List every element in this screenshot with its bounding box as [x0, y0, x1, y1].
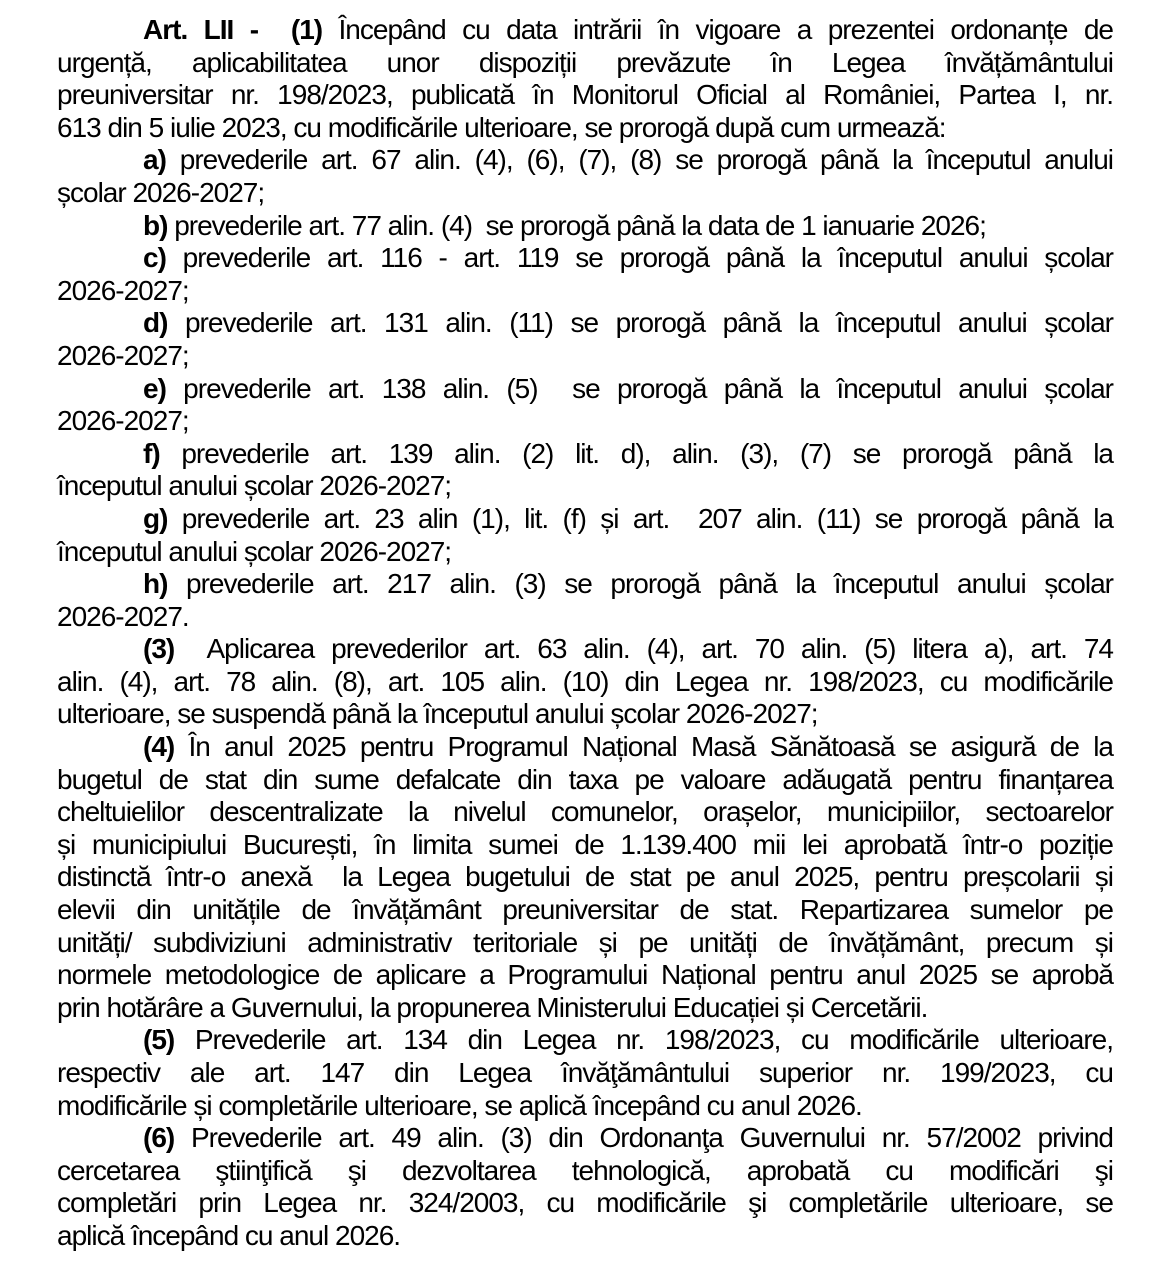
text-line	[57, 307, 1113, 340]
text-line	[57, 633, 1113, 666]
line-content	[57, 536, 451, 567]
line-text: prin hotărâre a Guvernului, la propunerea Ministerului Educației și Cercetării.	[57, 991, 928, 1023]
line-content	[57, 601, 189, 632]
line-content	[57, 307, 1113, 338]
line-content	[57, 764, 1113, 795]
line-content	[57, 796, 1113, 827]
line-text: 2026-2027;	[57, 339, 189, 371]
line-content	[57, 79, 1113, 110]
paragraph-lead: (4)	[143, 731, 175, 763]
text-line	[57, 14, 1113, 47]
line-text: unități/ subdiviziuni administrativ teritoriale și pe unități de învățământ, precum și	[57, 926, 1113, 958]
line-text: completări prin Legea nr. 324/2003, cu modificările şi completările ulterioare, se	[57, 1187, 1113, 1219]
line-content	[57, 829, 1113, 860]
text-line	[57, 470, 1113, 503]
paragraph	[57, 210, 1113, 243]
text-line	[57, 1122, 1113, 1155]
text-line	[57, 731, 1113, 764]
text-line	[57, 242, 1113, 275]
line-content	[57, 894, 1113, 925]
text-line	[57, 47, 1113, 80]
text-line	[57, 438, 1113, 471]
line-content	[57, 210, 986, 241]
line-text: alin. (4), art. 78 alin. (8), art. 105 alin. (10) din Legea nr. 198/2023, cu modificările	[57, 665, 1113, 697]
line-text: și municipiului București, în limita sumei de 1.139.400 mii lei aprobată într-o poziție	[57, 828, 1113, 860]
paragraph-lead: g)	[143, 502, 168, 534]
line-text: elevii din unitățile de învățământ preuniversitar de stat. Repartizarea sumelor pe	[57, 894, 1113, 926]
line-content	[57, 568, 1113, 599]
line-text: urgență, aplicabilitatea unor dispoziții prevăzute în Legea învățământului	[57, 46, 1113, 78]
text-line	[57, 959, 1113, 992]
line-content	[57, 666, 1113, 697]
text-line	[57, 405, 1113, 438]
line-content	[57, 47, 1113, 78]
text-line	[57, 1187, 1113, 1220]
line-content	[57, 927, 1113, 958]
line-content	[57, 14, 1113, 45]
line-content	[57, 633, 1113, 664]
line-text: prevederile art. 67 alin. (4), (6), (7), (8) se prorogă până la începutul anului	[165, 144, 1113, 176]
paragraph	[57, 373, 1113, 438]
line-content	[57, 112, 946, 143]
paragraph-lead: d)	[143, 307, 168, 339]
text-line	[57, 1220, 1113, 1253]
paragraph-lead: (3)	[143, 633, 175, 665]
text-line	[57, 698, 1113, 731]
text-line	[57, 927, 1113, 960]
line-content	[57, 340, 189, 371]
line-content	[57, 438, 1113, 469]
line-content	[57, 1187, 1113, 1218]
line-text: prevederile art. 138 alin. (5) se prorogă până la începutul anului școlar	[165, 372, 1113, 404]
line-text: 2026-2027;	[57, 274, 189, 306]
paragraph	[57, 307, 1113, 372]
line-text: În anul 2025 pentru Programul Național Masă Sănătoasă se asigură de la	[174, 731, 1113, 763]
line-content	[57, 405, 189, 436]
text-line	[57, 79, 1113, 112]
line-text: începutul anului școlar 2026-2027;	[57, 470, 452, 502]
line-content	[57, 470, 451, 501]
line-content	[57, 959, 1113, 990]
text-line	[57, 1024, 1113, 1057]
line-text: modificările și completările ulterioare, se aplică începând cu anul 2026.	[57, 1089, 862, 1121]
paragraph	[57, 633, 1113, 731]
line-content	[57, 503, 1113, 534]
line-text: ulterioare, se suspendă până la începutul anului școlar 2026-2027;	[57, 698, 818, 730]
line-text: prevederile art. 131 alin. (11) se prorogă până la începutul anului școlar	[167, 307, 1113, 339]
line-text: prevederile art. 116 - art. 119 se prorogă până la începutul anului școlar	[165, 242, 1113, 274]
text-line	[57, 340, 1113, 373]
paragraph-lead: (5)	[143, 1024, 175, 1056]
line-text: 2026-2027;	[57, 405, 189, 437]
line-text: Prevederile art. 134 din Legea nr. 198/2023, cu modificările ulterioare,	[174, 1024, 1113, 1056]
text-line	[57, 861, 1113, 894]
line-content	[57, 992, 927, 1023]
paragraph	[57, 144, 1113, 209]
text-line	[57, 601, 1113, 634]
text-line	[57, 275, 1113, 308]
line-content	[57, 1220, 400, 1251]
line-text: aplică începând cu anul 2026.	[57, 1219, 401, 1251]
text-line	[57, 112, 1113, 145]
paragraph	[57, 1122, 1113, 1252]
line-text: respectiv ale art. 147 din Legea învăţământului superior nr. 199/2023, cu	[57, 1057, 1113, 1088]
paragraph-lead: b)	[143, 209, 168, 241]
line-text: cercetarea ştiinţifică şi dezvoltarea tehnologică, aprobată cu modificări şi	[57, 1154, 1113, 1186]
paragraph-lead: c)	[143, 242, 166, 274]
text-line	[57, 1057, 1113, 1090]
text-line	[57, 992, 1113, 1025]
paragraph	[57, 242, 1113, 307]
line-text: Aplicarea prevederilor art. 63 alin. (4), art. 70 alin. (5) litera a), art. 74	[174, 633, 1113, 665]
paragraph-lead: (6)	[143, 1122, 175, 1154]
line-text: începutul anului școlar 2026-2027;	[57, 535, 452, 567]
line-content	[57, 731, 1113, 762]
line-content	[57, 1155, 1113, 1186]
line-text: prevederile art. 77 alin. (4) se prorogă până la data de 1 ianuarie 2026;	[167, 209, 986, 241]
text-line	[57, 144, 1113, 177]
paragraph	[57, 568, 1113, 633]
paragraph-lead: Art. LII - (1)	[143, 14, 323, 45]
text-line	[57, 796, 1113, 829]
line-content	[57, 144, 1113, 175]
text-line	[57, 1155, 1113, 1188]
line-text: 2026-2027.	[57, 600, 189, 632]
line-content	[57, 698, 818, 729]
line-content	[57, 242, 1113, 273]
line-text: Prevederile art. 49 alin. (3) din Ordonanţa Guvernului nr. 57/2002 privind	[174, 1122, 1113, 1154]
line-content	[57, 1057, 1113, 1088]
line-text: prevederile art. 23 alin (1), lit. (f) și art. 207 alin. (11) se prorogă până la	[167, 502, 1113, 534]
paragraph	[57, 503, 1113, 568]
text-line	[57, 764, 1113, 797]
line-content	[57, 1122, 1113, 1153]
line-content	[57, 373, 1113, 404]
legal-text	[57, 14, 1113, 1253]
line-text: Începând cu data intrării în vigoare a prezentei ordonanțe de	[322, 14, 1113, 45]
line-text: distinctă într-o anexă la Legea bugetului de stat pe anul 2025, pentru preșcolarii și	[57, 861, 1113, 893]
text-line	[57, 568, 1113, 601]
line-content	[57, 275, 189, 306]
line-text: normele metodologice de aplicare a Programului Național pentru anul 2025 se aprobă	[57, 959, 1113, 991]
text-line	[57, 373, 1113, 406]
paragraph-lead: f)	[143, 437, 160, 469]
text-line	[57, 894, 1113, 927]
line-text: preuniversitar nr. 198/2023, publicată în Monitorul Oficial al României, Partea I, nr.	[57, 79, 1113, 111]
line-text: școlar 2026-2027;	[57, 176, 265, 208]
paragraph-lead: a)	[143, 144, 166, 176]
line-content	[57, 1024, 1113, 1055]
text-line	[57, 177, 1113, 210]
line-text: cheltuielilor descentralizate la nivelul comunelor, orașelor, municipiilor, sectoarelor	[57, 796, 1113, 828]
line-text: prevederile art. 139 alin. (2) lit. d), alin. (3), (7) se prorogă până la	[159, 437, 1113, 469]
line-text: 613 din 5 iulie 2023, cu modificările ulterioare, se prorogă după cum urmează:	[57, 111, 946, 143]
line-text: bugetul de stat din sume defalcate din taxa pe valoare adăugată pentru finanțarea	[57, 763, 1113, 795]
text-line	[57, 666, 1113, 699]
paragraph-lead: e)	[143, 372, 166, 404]
text-line	[57, 1090, 1113, 1123]
line-content	[57, 177, 264, 208]
paragraph-lead: h)	[143, 568, 168, 600]
text-line	[57, 829, 1113, 862]
line-content	[57, 1090, 862, 1121]
text-line	[57, 503, 1113, 536]
text-line	[57, 536, 1113, 569]
paragraph	[57, 1024, 1113, 1122]
text-line	[57, 210, 1113, 243]
paragraph	[57, 438, 1113, 503]
line-text: prevederile art. 217 alin. (3) se prorogă până la începutul anului școlar	[167, 568, 1113, 600]
paragraph	[57, 731, 1113, 1024]
paragraph	[57, 14, 1113, 144]
line-content	[57, 861, 1113, 892]
